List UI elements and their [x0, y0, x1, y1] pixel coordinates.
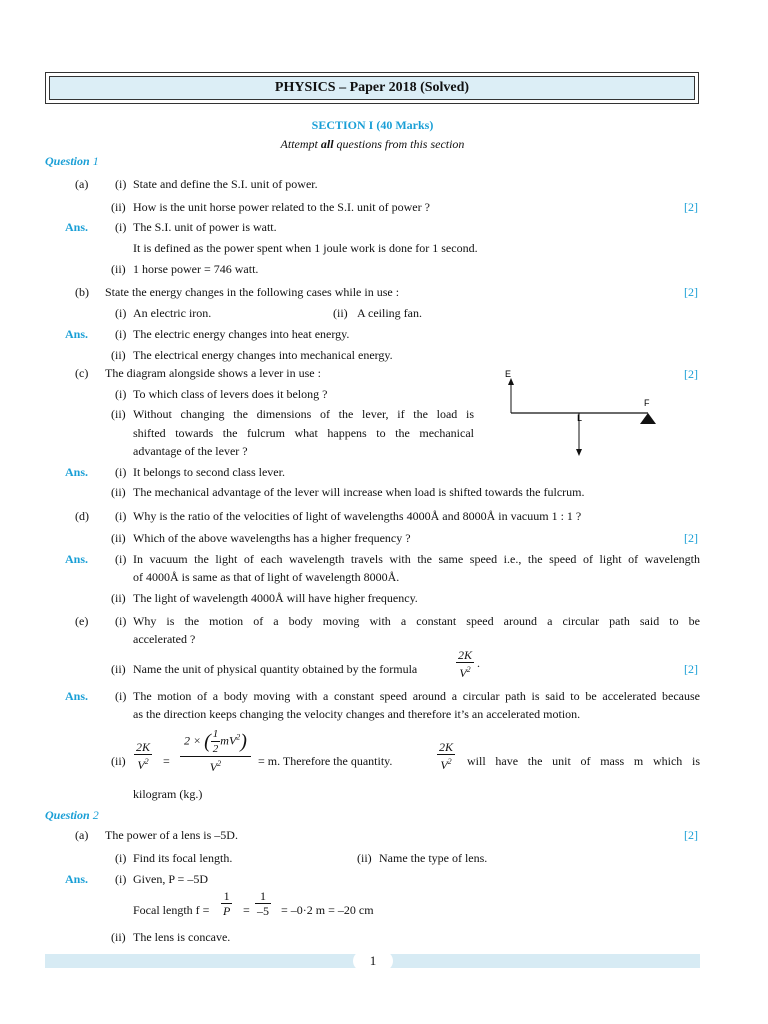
q1e-ans-i-line1: The motion of a body moving with a constant speed around a circular path is said to be accelerated because: [133, 689, 700, 703]
q1c-ans-i: It belongs to second class lever.: [133, 465, 285, 479]
q1a-ii-tag: (ii): [111, 200, 126, 214]
q2a-ans-tag: Ans.: [65, 872, 89, 886]
lever-diagram: [500, 366, 670, 462]
q1b-question: State the energy changes in the following cases while in use :: [105, 285, 400, 299]
q1b-ii: A ceiling fan.: [357, 306, 422, 320]
effort-label: E: [505, 369, 512, 379]
q1a-tag: (a): [75, 177, 89, 191]
title-box: [45, 72, 699, 104]
q1d-tag: (d): [75, 509, 89, 523]
page-title: PHYSICS – Paper 2018 (Solved): [274, 80, 470, 95]
q1b-i: An electric iron.: [133, 306, 212, 320]
q2a-question: The power of a lens is –5D.: [105, 828, 238, 842]
equation-2k-v2-rhs: $\frac{2K}{V^2}$: [439, 740, 454, 772]
q1d-ii: Which of the above wavelengths has a higher frequency ?: [133, 531, 411, 545]
q1e-ans-tag: Ans.: [65, 689, 89, 703]
q1b-tag: (b): [75, 285, 89, 299]
q1b-ans-tag: Ans.: [65, 327, 89, 341]
q1b-ans-i: The electric energy changes into heat energy.: [133, 327, 350, 341]
fulcrum-triangle: [640, 413, 656, 424]
formula-2k-v2: $\frac{2K}{V^2}$ .: [458, 648, 481, 680]
load-label: L: [577, 413, 583, 423]
q1e-i-line2: accelerated ?: [133, 632, 196, 646]
q1e-ans-i-line2: as the direction keeps changing the velocity changes and therefore it’s an accelerated motion.: [133, 707, 581, 721]
q2a-marks: [2]: [684, 828, 698, 842]
q2a-ans-i: Given, P = –5D: [133, 872, 208, 886]
q1a-i-text: State and define the S.I. unit of power.: [133, 177, 318, 191]
q1c-ii-line2: shifted towards the fulcrum what happens to the mechanical: [133, 426, 474, 440]
q1a-marks: [2]: [684, 200, 698, 214]
q1b-ans-ii: The electrical energy changes into mechanical energy.: [133, 348, 393, 362]
focal-fraction-1-over-p: $\frac{1}{P}$: [223, 889, 231, 918]
q1c-i: To which class of levers does it belong ?: [133, 387, 328, 401]
q1a-ans-i: The S.I. unit of power is watt.: [133, 220, 277, 234]
q2a-ii: Name the type of lens.: [379, 851, 488, 865]
question-1-heading: Question 1: [45, 154, 99, 168]
q1d-marks: [2]: [684, 531, 698, 545]
q1c-question: The diagram alongside shows a lever in use :: [105, 366, 321, 380]
q1e-ans-ii-text: = m. Therefore the quantity.: [258, 754, 393, 768]
equation-kinetic-energy: 2 × ( $\frac{1}{2}$ $mV^2$) $V^2$: [180, 727, 251, 774]
q2a-tag: (a): [75, 828, 89, 842]
q1d-i: Why is the ratio of the velocities of light of wavelengths 4000Å and 8000Å in vacuum 1 : 1 ?: [133, 509, 582, 523]
q1c-ii-line1: Without changing the dimensions of the lever, if the load is: [133, 407, 474, 421]
q1e-i-line1: Why is the motion of a body moving with a constant speed around a circular path said to be: [133, 614, 700, 628]
q1a-ans-ii: 1 horse power = 746 watt.: [133, 262, 259, 276]
section-instruction: Attempt all questions from this section: [280, 137, 465, 151]
q1d-ans-ii: The light of wavelength 4000Å will have higher frequency.: [133, 591, 418, 605]
q1c-tag: (c): [75, 366, 89, 380]
q1c-ans-ii: The mechanical advantage of the lever will increase when load is shifted towards the fulcrum.: [133, 485, 585, 499]
focal-fraction-1-over-minus5: $\frac{1}{-5}$: [257, 889, 269, 918]
q1c-ans-tag: Ans.: [65, 465, 89, 479]
page-number: 1: [353, 951, 393, 971]
q1a-ans-tag: Ans.: [65, 220, 89, 234]
q1e-tag: (e): [75, 614, 89, 628]
q1e-ans-ii-tail: will have the unit of mass m which is: [467, 754, 700, 768]
question-2-heading: Question 2: [45, 808, 99, 822]
q1d-ans-tag: Ans.: [65, 552, 89, 566]
q1e-ans-ii-line2: kilogram (kg.): [133, 787, 203, 801]
q1a-ii-text: How is the unit horse power related to the S.I. unit of power ?: [133, 200, 430, 214]
q1b-marks: [2]: [684, 285, 698, 299]
q2a-i: Find its focal length.: [133, 851, 233, 865]
equation-2k-v2-lhs: $\frac{2K}{V^2}$: [136, 740, 151, 772]
fulcrum-label: F: [644, 398, 650, 408]
q1a-i-tag: (i): [115, 177, 127, 191]
q1e-marks: [2]: [684, 662, 698, 676]
q1e-ii: Name the unit of physical quantity obtained by the formula: [133, 662, 418, 676]
q1d-ans-i-line2: of 4000Å is same as that of light of wavelength 8000Å.: [133, 570, 400, 584]
focal-length-label: Focal length f =: [133, 903, 210, 917]
q1c-marks: [2]: [684, 367, 698, 381]
q2a-ans-ii: The lens is concave.: [133, 930, 231, 944]
section-heading: SECTION I (40 Marks): [311, 118, 434, 132]
q1d-ans-i-line1: In vacuum the light of each wavelength travels with the same speed i.e., the speed of light of wavelength: [133, 552, 700, 566]
focal-length-result: = –0·2 m = –20 cm: [281, 903, 374, 917]
q1a-ans-i2: It is defined as the power spent when 1 joule work is done for 1 second.: [133, 241, 478, 255]
q1c-ii-line3: advantage of the lever ?: [133, 444, 248, 458]
